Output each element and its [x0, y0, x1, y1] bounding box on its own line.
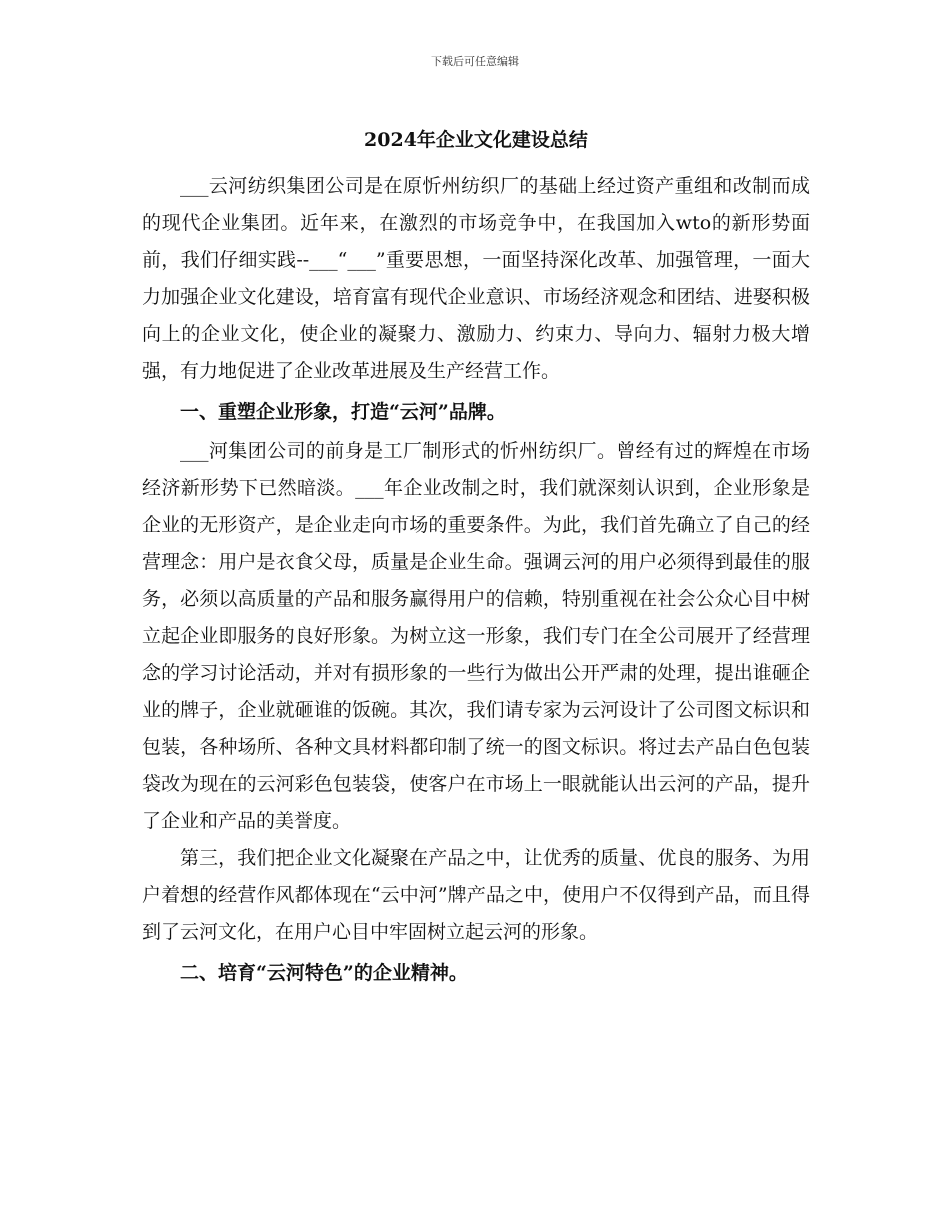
- paragraph-section-1b: 第三，我们把企业文化凝聚在产品之中，让优秀的质量、优良的服务、为用户着想的经营作风都体现在“云中河”牌产品之中，使用户不仅得到产品，而且得到了云河文化，在用户心目中牢固树立起云河的形象。: [142, 847, 810, 943]
- header-note: 下载后可任意编辑: [431, 55, 519, 68]
- document-title: 2024年企业文化建设总结: [364, 129, 588, 151]
- paragraph-section-1a: ___河集团公司的前身是工厂制形式的忻州纺织厂。曾经有过的辉煌在市场经济新形势下已然暗淡。___年企业改制之时，我们就深刻认识到，企业形象是企业的无形资产，是企业走向市场的重要条件。为此，我们首先确立了自己的经营理念：用户是衣食父母，质量是企业生命。强调云河的用户必须得到最佳的服务，必须以高质量的产品和服务赢得用户的信赖，特别重视在社会公众心目中树立起企业即服务的良好形象。为树立这一形象，我们专门在全公司展开了经营理念的学习讨论活动，并对有损形象的一些行为做出公开严肃的处理，提出谁砸企业的牌子，企业就砸谁的饭碗。其次，我们请专家为云河设计了公司图文标识和包装，各种场所、各种文具材料都印制了统一的图文标识。将过去产品白色包装袋改为现在的云河彩色包装袋，使客户在市场上一眼就能认出云河的产品，提升了企业和产品的美誉度。: [142, 440, 810, 832]
- document-body: [142, 120, 810, 994]
- section-heading-2: 二、培育“云河特色”的企业精神。: [180, 962, 468, 984]
- section-heading-1: 一、重塑企业形象，打造“云河”品牌。: [180, 401, 506, 423]
- paragraph-intro: ___云河纺织集团公司是在原忻州纺织厂的基础上经过资产重组和改制而成的现代企业集团。近年来，在激烈的市场竞争中，在我国加入wto的新形势面前，我们仔细实践--___“___”重要思想，一面坚持深化改革、加强管理，一面大力加强企业文化建设，培育富有现代企业意识、市场经济观念和团结、进娶积极向上的企业文化，使企业的凝聚力、激励力、约束力、导向力、辐射力极大增强，有力地促进了企业改革进展及生产经营工作。: [142, 175, 810, 382]
